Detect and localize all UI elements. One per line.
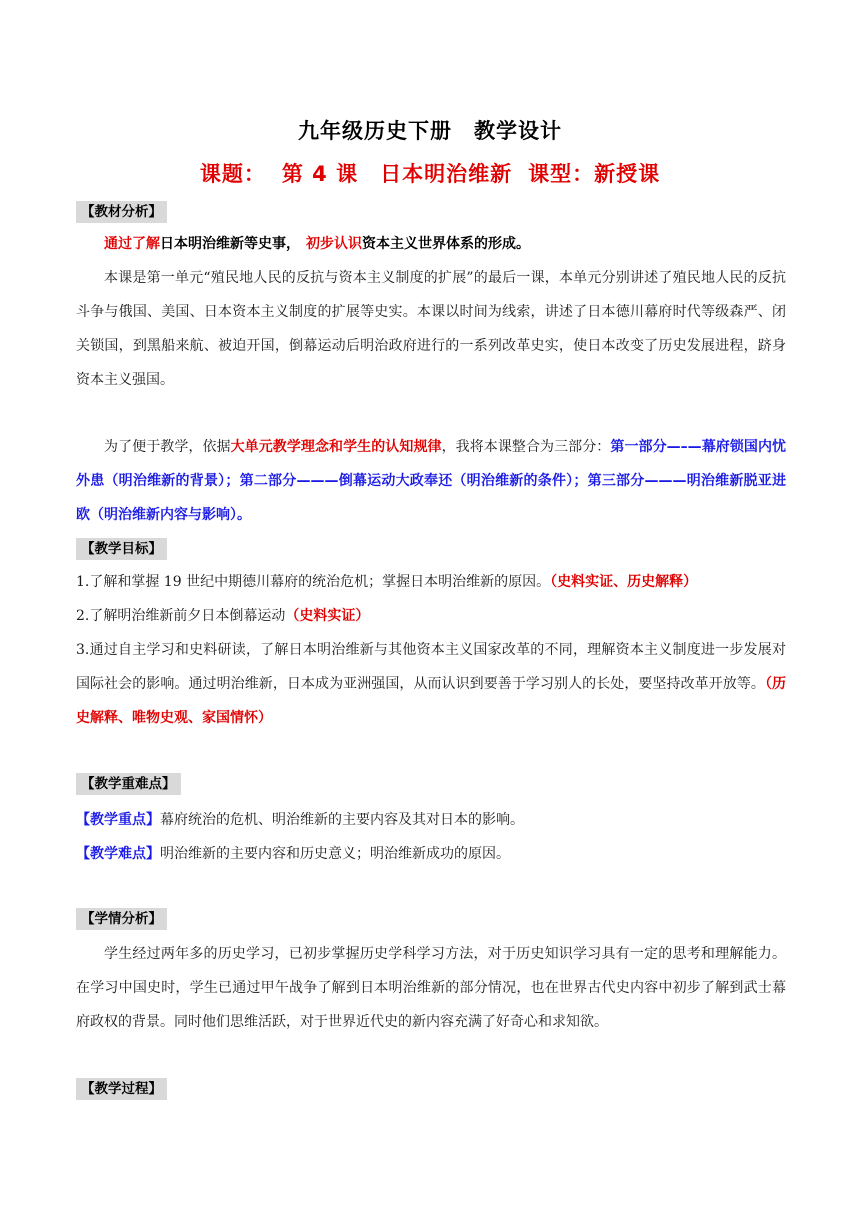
goal-item-3-tag: （历史解释、唯物史观、家国情怀） xyxy=(76,676,786,726)
teaching-difficulty xyxy=(76,837,786,871)
para2-part-4: 第一部分—–—幕府锁国内忧外患（明治维新的背景）；第二部分———倒幕运动大政奉还（明治维新的条件）；第三部分———明治维新脱亚进欧（明治维新内容与影响）。 xyxy=(76,439,787,523)
section-heading-goals: 【教学目标】 xyxy=(76,538,167,560)
summary-part-3: 初步认识 xyxy=(306,236,362,252)
section-heading-keypoints: 【教学重难点】 xyxy=(76,773,181,795)
teaching-difficulty-label: 【教学难点】 xyxy=(76,846,160,862)
para2-part-2: 大单元教学理念和学生的认知规律 xyxy=(230,439,442,455)
section-heading-analysis: 【教材分析】 xyxy=(76,201,167,223)
lesson-type: 课型：新授课 xyxy=(528,162,661,186)
goal-item-2-tag: （史料实证） xyxy=(285,608,370,624)
goal-item-3 xyxy=(76,633,786,735)
analysis-paragraph-1: 本课是第一单元“殖民地人民的反抗与资本主义制度的扩展”的最后一课，本单元分别讲述了殖民地人民的反抗斗争与俄国、美国、日本资本主义制度的扩展等史实。本课以时间为线索，讲述了日本德川幕府时代等级森严、闭关锁国，到黑船来航、被迫开国，倒幕运动后明治政府进行的一系列改革史实，使日本改变了历史发展进程，跻身资本主义强国。 xyxy=(76,270,786,388)
summary-part-1: 通过了解 xyxy=(104,236,160,252)
goal-item-1 xyxy=(76,565,786,599)
summary-part-4: 资本主义世界体系的形成。 xyxy=(362,236,530,252)
teaching-difficulty-text: 明治维新的主要内容和历史意义；明治维新成功的原因。 xyxy=(160,846,510,862)
analysis-paragraph-2 xyxy=(76,430,786,532)
section-heading-process: 【教学过程】 xyxy=(76,1078,167,1100)
lesson-label: 课题： xyxy=(199,162,266,186)
para2-part-1: 为了便于教学，依据 xyxy=(104,439,231,455)
goal-item-1-text: 1.了解和掌握 19 世纪中期德川幕府的统治危机；掌握日本明治维新的原因。 xyxy=(76,574,551,590)
teaching-focus-label: 【教学重点】 xyxy=(76,812,160,828)
students-paragraph: 学生经过两年多的历史学习，已初步掌握历史学科学习方法，对于历史知识学习具有一定的思考和理解能力。在学习中国史时，学生已通过甲午战争了解到日本明治维新的部分情况，也在世界古代史内容中初步了解到武士幕府政权的背景。同时他们思维活跃，对于世界近代史的新内容充满了好奇心和求知欲。 xyxy=(76,946,786,1030)
analysis-summary xyxy=(76,227,786,261)
para2-part-3: ，我将本课整合为三部分： xyxy=(441,439,611,455)
goal-item-1-tag: （史料实证、历史解释） xyxy=(550,574,698,590)
goal-item-2-text: 2.了解明治维新前夕日本倒幕运动 xyxy=(76,608,286,624)
teaching-focus xyxy=(76,803,786,837)
section-heading-students: 【学情分析】 xyxy=(76,908,167,930)
goal-item-3-text: 3.通过自主学习和史料研读，了解日本明治维新与其他资本主义国家改革的不同，理解资本主义制度进一步发展对国际社会的影响。通过明治维新，日本成为亚洲强国，从而认识到要善于学习别人的长处，要坚持改革开放等。 xyxy=(76,642,786,692)
lesson-name: 第 4 课 日本明治维新 xyxy=(281,162,513,186)
document-title: 九年级历史下册 教学设计 xyxy=(298,119,562,143)
teaching-focus-text: 幕府统治的危机、明治维新的主要内容及其对日本的影响。 xyxy=(160,812,524,828)
goal-item-2 xyxy=(76,599,786,633)
lesson-subtitle xyxy=(0,158,860,188)
summary-part-2: 日本明治维新等史事， xyxy=(160,236,300,252)
